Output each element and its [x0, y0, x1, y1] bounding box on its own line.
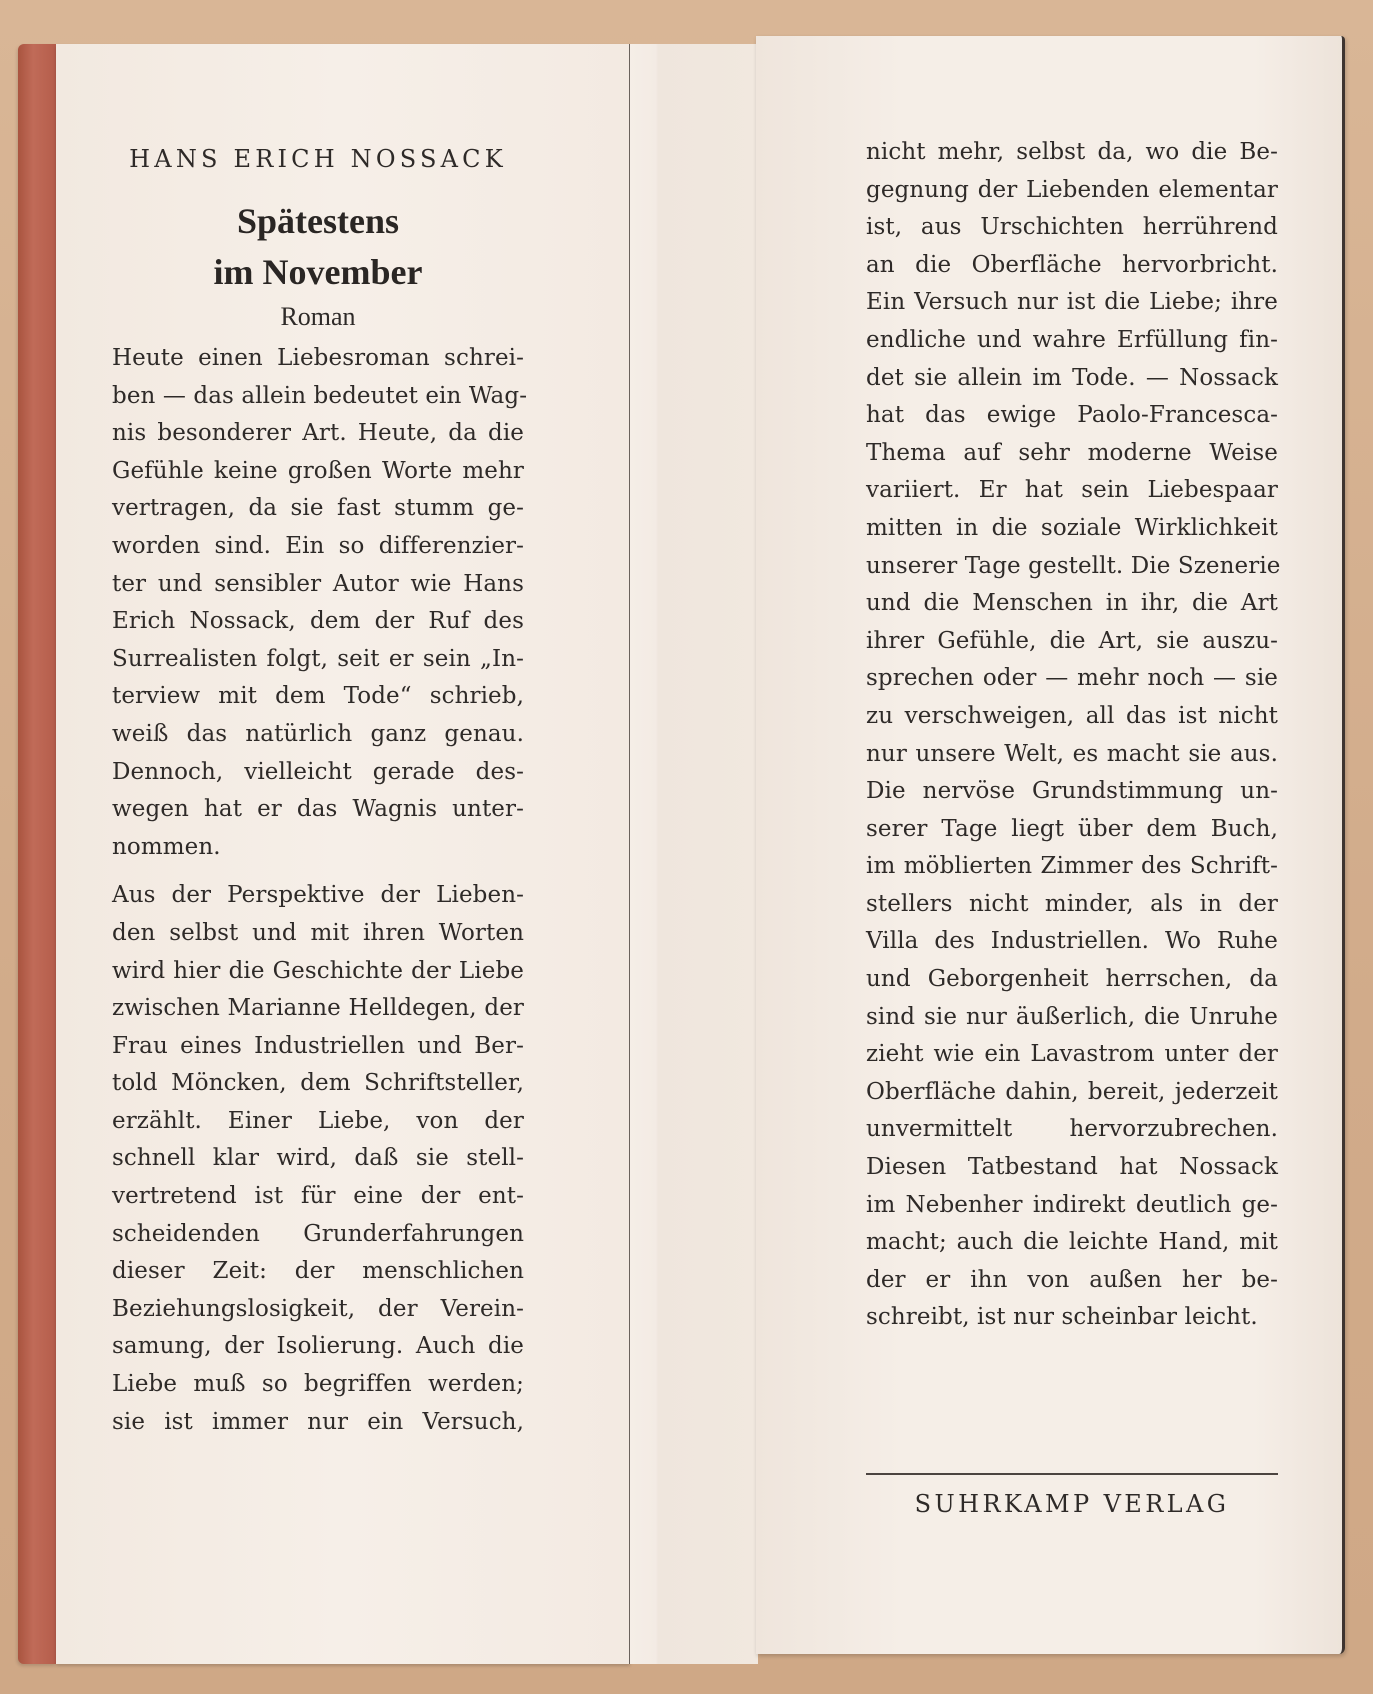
publisher-name: SUHRKAMP VERLAG — [914, 1490, 1230, 1518]
text-line: und Geborgenheit herrschen, da — [866, 966, 1278, 993]
text-line: nur unsere Welt, es macht sie aus. — [866, 740, 1278, 767]
right-flap-text — [866, 134, 1281, 1337]
title-line-2: im November — [213, 252, 423, 292]
text-line: scheidenden Grunderfahrungen — [112, 1220, 524, 1247]
text-line: ist, aus Urschichten herrührend — [866, 214, 1278, 241]
paragraph-2 — [112, 877, 524, 1441]
text-line: Frau eines Industriellen und Ber- — [112, 1032, 524, 1059]
text-line: der er ihn von außen her be- — [866, 1266, 1278, 1293]
text-line: im möblierten Zimmer des Schrift- — [866, 853, 1278, 880]
text-line: stellers nicht minder, als in der — [866, 890, 1278, 917]
text-line: Heute einen Liebesroman schrei- — [112, 345, 524, 371]
text-line: an die Oberfläche hervorbricht. — [866, 251, 1278, 278]
text-line: Ein Versuch nur ist die Liebe; ihre — [866, 289, 1278, 316]
text-line: schnell klar wird, daß sie stell- — [112, 1145, 524, 1172]
text-line: sprechen oder — mehr noch — sie — [866, 665, 1278, 692]
text-line: told Möncken, dem Schriftsteller, — [112, 1070, 524, 1097]
text-line: Liebe muß so begriffen werden; — [112, 1371, 524, 1398]
author-name: HANS ERICH NOSSACK — [129, 145, 507, 173]
text-line: Beziehungslosigkeit, der Verein- — [112, 1295, 524, 1322]
text-line: Diesen Tatbestand hat Nossack — [866, 1154, 1278, 1181]
book-spine-red — [18, 44, 56, 1664]
text-line: endliche und wahre Erfüllung fin- — [866, 326, 1278, 353]
text-line: ben — das allein bedeutet ein Wag- — [112, 382, 528, 409]
text-line: variiert. Er hat sein Liebespaar — [866, 477, 1278, 504]
text-line: Surrealisten folgt, seit er sein „In- — [112, 645, 524, 672]
middle-fold-strip — [630, 44, 758, 1664]
text-line: Aus der Perspektive der Lieben- — [112, 882, 524, 909]
text-line: erzählt. Einer Liebe, von der — [112, 1107, 524, 1134]
text-line: sie ist immer nur ein Versuch, — [112, 1408, 524, 1435]
text-line: den selbst und mit ihren Worten — [112, 919, 524, 946]
text-line: nommen. — [112, 833, 221, 860]
text-line: zieht wie ein Lavastrom unter der — [866, 1041, 1278, 1068]
text-line: mitten in die soziale Wirklichkeit — [866, 514, 1278, 541]
text-line: ter und sensibler Autor wie Hans — [112, 570, 524, 597]
text-line: unserer Tage gestellt. Die Szenerie — [866, 552, 1281, 579]
text-line: und die Menschen in ihr, die Art — [866, 590, 1278, 617]
text-line: gegnung der Liebenden elementar — [866, 176, 1278, 203]
text-line: wegen hat er das Wagnis unter- — [112, 796, 524, 823]
text-line: Thema auf sehr moderne Weise — [866, 439, 1278, 466]
text-line: weiß das natürlich ganz genau. — [112, 720, 524, 747]
text-line: nis besonderer Art. Heute, da die — [112, 420, 524, 447]
text-line: Erich Nossack, dem der Ruf des — [112, 608, 524, 635]
text-line: Oberfläche dahin, bereit, jederzeit — [866, 1078, 1278, 1105]
text-line: schreibt, ist nur scheinbar leicht. — [866, 1304, 1258, 1331]
title-line-1: Spätestens — [236, 201, 400, 241]
text-line: macht; auch die leichte Hand, mit — [866, 1229, 1278, 1256]
text-line: Villa des Industriellen. Wo Ruhe — [866, 928, 1278, 955]
text-line: zwischen Marianne Helldegen, der — [112, 995, 524, 1022]
paragraph-1 — [112, 340, 528, 866]
text-line: im Nebenher indirekt deutlich ge- — [866, 1191, 1278, 1218]
text-line: sind sie nur äußerlich, die Unruhe — [866, 1003, 1278, 1030]
text-line: vertretend ist für eine der ent- — [112, 1183, 524, 1210]
text-line: ihrer Gefühle, die Art, sie auszu- — [866, 627, 1278, 654]
text-line: Dennoch, vielleicht gerade des- — [112, 758, 524, 785]
text-line: serer Tage liegt über dem Buch, — [866, 815, 1278, 842]
text-line: vertragen, da sie fast stumm ge- — [112, 495, 524, 522]
text-line: wird hier die Geschichte der Liebe — [112, 957, 524, 984]
book-genre: Roman — [280, 302, 356, 331]
left-flap-text — [112, 340, 528, 1441]
text-line: det sie allein im Tode. — Nossack — [866, 364, 1278, 391]
text-line: Gefühle keine großen Worte mehr — [112, 457, 524, 484]
text-line: zu verschweigen, all das ist nicht — [866, 702, 1278, 729]
text-line: samung, der Isolierung. Auch die — [112, 1333, 524, 1360]
text-line: worden sind. Ein so differenzier- — [112, 532, 524, 559]
horizontal-rule-divider — [866, 1473, 1278, 1475]
text-line: unvermittelt hervorzubrechen. — [866, 1116, 1278, 1143]
text-line: nicht mehr, selbst da, wo die Be- — [866, 139, 1278, 165]
text-line: Die nervöse Grundstimmung un- — [866, 778, 1278, 805]
text-line: terview mit dem Tode“ schrieb, — [112, 683, 524, 710]
paragraph-spacer — [112, 866, 524, 877]
text-line: dieser Zeit: der menschlichen — [112, 1258, 524, 1285]
book-title — [112, 196, 524, 298]
text-line: hat das ewige Paolo-Francesca- — [866, 402, 1278, 429]
